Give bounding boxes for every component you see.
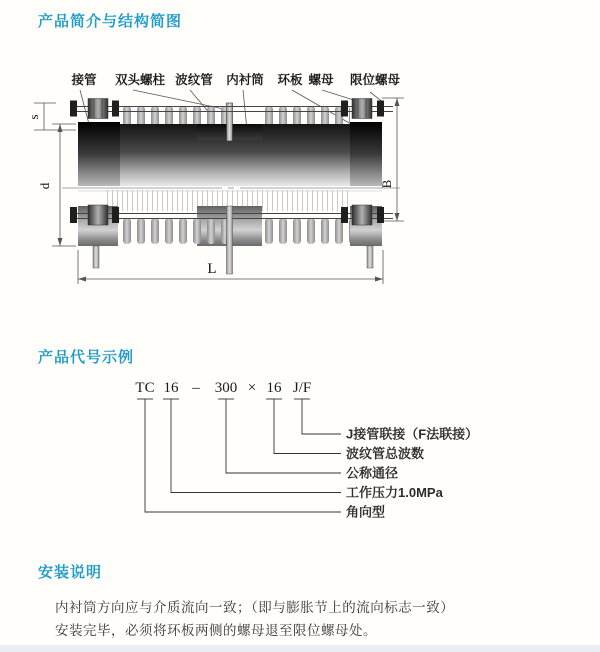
code-explanations xyxy=(346,427,478,520)
joint-upper-half xyxy=(70,99,393,187)
section-title-install: 安装说明 xyxy=(38,564,103,581)
dim-label-d: d xyxy=(37,182,52,190)
joint-lower-half xyxy=(70,190,393,274)
part-label-liner: 内衬筒 xyxy=(226,73,264,87)
part-label-stud: 双头螺柱 xyxy=(114,73,166,87)
code-part-dash: – xyxy=(192,380,200,396)
expansion-joint-drawing xyxy=(0,0,600,300)
code-part-type: TC xyxy=(135,380,155,396)
code-part-times: × xyxy=(247,380,257,396)
page-footer-strip xyxy=(0,645,600,652)
part-labels xyxy=(70,72,400,87)
code-expl-pressure: 工作压力1.0MPa xyxy=(346,485,443,500)
code-part-conn: J/F xyxy=(292,380,312,396)
code-expl-type: 角向型 xyxy=(346,504,386,520)
install-instruction-line1: 内衬筒方向应与介质流向一致；（即与膨胀节上的流向标志一致） xyxy=(55,600,455,615)
dim-label-s: s xyxy=(26,114,41,120)
part-label-nut: 螺母 xyxy=(308,73,334,87)
part-label-bellows: 波纹管 xyxy=(175,73,213,87)
code-expl-diameter: 公称通径 xyxy=(346,465,399,481)
dim-label-B: B xyxy=(379,179,394,189)
code-part-waves: 16 xyxy=(266,380,282,396)
product-code-example xyxy=(0,370,600,530)
dim-label-L: L xyxy=(207,261,217,277)
section-title-intro: 产品简介与结构简图 xyxy=(38,13,183,30)
code-expl-connection: J接管联接（F法联接） xyxy=(346,426,479,442)
part-label-pipe: 接管 xyxy=(71,73,97,87)
code-part-diameter: 300 xyxy=(214,380,238,396)
install-instruction-line2: 安装完毕，必须将环板两侧的螺母退至限位螺母处。 xyxy=(55,623,377,638)
code-part-pressure: 16 xyxy=(163,380,179,396)
code-parts xyxy=(135,380,311,396)
part-label-ringplate: 环板 xyxy=(277,73,303,87)
part-label-limitnut: 限位螺母 xyxy=(349,73,401,87)
code-connectors xyxy=(137,399,341,512)
code-expl-waves: 波纹管总波数 xyxy=(346,446,425,461)
section-title-code: 产品代号示例 xyxy=(38,349,135,366)
